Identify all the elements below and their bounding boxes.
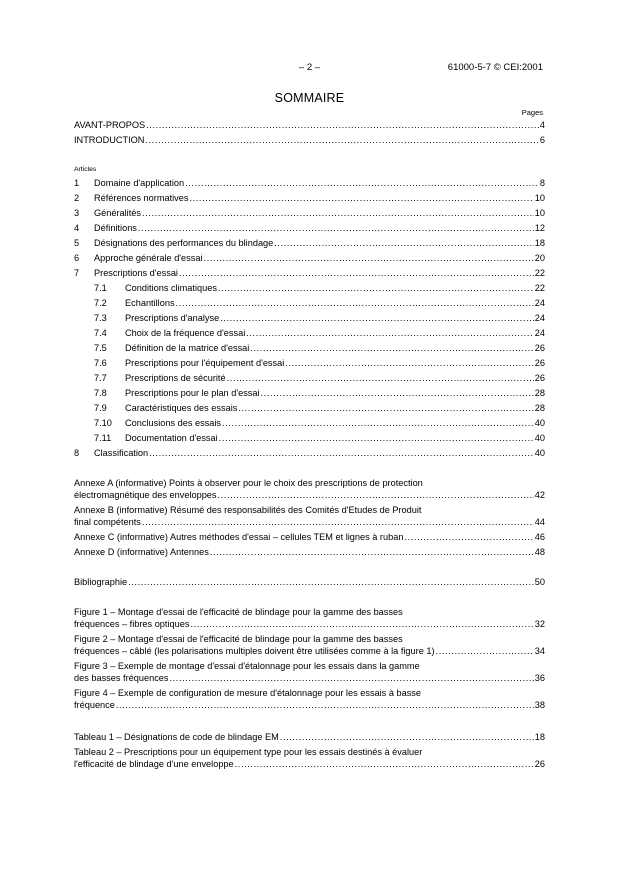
pages-column-label: Pages — [521, 108, 543, 117]
toc-entry-page: 24 — [534, 298, 545, 308]
toc-entry-page: 44 — [534, 517, 545, 527]
toc-entry-page: 12 — [534, 223, 545, 233]
toc-entry-text: INTRODUCTION — [74, 135, 145, 145]
toc-entry-article[interactable] — [74, 267, 545, 280]
toc-entry-number: 3 — [74, 208, 80, 218]
toc-entry-figure-3-line1[interactable]: Figure 3 – Exemple de montage d'essai d'étalonnage pour les essais dans la gamme — [74, 661, 420, 671]
toc-entry-text: Annexe C (informative) Autres méthodes d'essai – cellules TEM et lignes à ruban — [74, 532, 404, 542]
toc-entry-text: Références normatives — [94, 193, 189, 203]
toc-entry-article[interactable] — [74, 207, 545, 220]
toc-entry-annex-a-line1[interactable]: Annexe A (informative) Points à observer pour le choix des prescriptions de protection — [74, 478, 423, 488]
toc-entry-page: 28 — [534, 388, 545, 398]
toc-entry-figure-4[interactable] — [74, 699, 545, 712]
toc-entry-subarticle[interactable] — [74, 402, 545, 415]
toc-entry-page: 48 — [534, 547, 545, 557]
toc-entry-figure-2-line1[interactable]: Figure 2 – Montage d'essai de l'efficacité de blindage pour la gamme des basses — [74, 634, 403, 644]
toc-entry-text: Conditions climatiques — [125, 283, 217, 293]
toc-entry-annex-b-line1[interactable]: Annexe B (informative) Résumé des responsabilités des Comités d'Etudes de Produit — [74, 505, 422, 515]
toc-entry-text: Prescriptions de sécurité — [125, 373, 226, 383]
toc-entry-subarticle[interactable] — [74, 417, 545, 430]
toc-entry-page: 10 — [534, 208, 545, 218]
toc-entry-text: final compétents — [74, 517, 141, 527]
toc-entry-text: fréquences – câblé (les polarisations multiples doivent être utilisées comme à la figure 1) — [74, 646, 435, 656]
toc-entry-number: 7 — [74, 268, 80, 278]
toc-entry-page: 18 — [534, 238, 545, 248]
toc-entry-page: 32 — [534, 619, 545, 629]
toc-entry-figure-2[interactable] — [74, 645, 545, 658]
toc-entry-table-1[interactable] — [74, 731, 545, 744]
toc-entry-text: Définition de la matrice d'essai — [125, 343, 250, 353]
toc-entry-text: Désignations des performances du blindage — [94, 238, 274, 248]
toc-entry-subarticle[interactable] — [74, 312, 545, 325]
toc-entry-subarticle[interactable] — [74, 297, 545, 310]
toc-entry-article[interactable] — [74, 252, 545, 265]
toc-entry-number: 7.4 — [94, 328, 107, 338]
toc-entry-number: 7.1 — [94, 283, 107, 293]
toc-entry-text: Classification — [94, 448, 149, 458]
toc-entry-page: 10 — [534, 193, 545, 203]
toc-entry-page: 50 — [534, 577, 545, 587]
toc-entry-text: Généralités — [94, 208, 141, 218]
toc-entry-subarticle[interactable] — [74, 372, 545, 385]
toc-entry-page: 8 — [539, 178, 545, 188]
toc-entry-figure-4-line1[interactable]: Figure 4 – Exemple de configuration de mesure d'étalonnage pour les essais à basse — [74, 688, 422, 698]
toc-entry-text: Prescriptions pour l'équipement d'essai — [125, 358, 285, 368]
toc-entry-article[interactable] — [74, 237, 545, 250]
toc-entry-article[interactable] — [74, 447, 545, 460]
page-number: – 2 – — [298, 62, 321, 73]
articles-label: Articles — [74, 166, 97, 173]
toc-entry-number: 7.2 — [94, 298, 107, 308]
toc-entry-bibliography[interactable] — [74, 576, 545, 589]
toc-entry-number: 7.3 — [94, 313, 107, 323]
toc-entry-number: 7.6 — [94, 358, 107, 368]
toc-entry-text: électromagnétique des enveloppes — [74, 490, 217, 500]
document-reference: 61000-5-7 © CEI:2001 — [447, 62, 543, 73]
toc-entry-table-2-line1[interactable]: Tableau 2 – Prescriptions pour un équipement type pour les essais destinés à évaluer — [74, 747, 423, 757]
toc-entry-number: 6 — [74, 253, 80, 263]
toc-entry-page: 6 — [539, 135, 545, 145]
toc-entry-text: Tableau 1 – Désignations de code de blindage EM — [74, 732, 279, 742]
toc-entry-page: 22 — [534, 268, 545, 278]
toc-entry-page: 26 — [534, 373, 545, 383]
toc-entry-number: 1 — [74, 178, 80, 188]
toc-entry-page: 24 — [534, 313, 545, 323]
toc-entry-page: 40 — [534, 448, 545, 458]
toc-entry-number: 7.8 — [94, 388, 107, 398]
toc-entry-annex-b[interactable] — [74, 516, 545, 529]
toc-entry-text: Caractéristiques des essais — [125, 403, 238, 413]
toc-entry-number: 8 — [74, 448, 80, 458]
toc-entry-page: 22 — [534, 283, 545, 293]
toc-entry-page: 26 — [534, 343, 545, 353]
toc-entry-page: 4 — [539, 120, 545, 130]
toc-entry-figure-1[interactable] — [74, 618, 545, 631]
toc-entry-subarticle[interactable] — [74, 357, 545, 370]
toc-entry-page: 26 — [534, 358, 545, 368]
toc-entry-text: Prescriptions d'analyse — [125, 313, 220, 323]
toc-entry-annex-a[interactable] — [74, 489, 545, 502]
toc-entry-article[interactable] — [74, 192, 545, 205]
toc-entry-page: 28 — [534, 403, 545, 413]
toc-entry-page: 18 — [534, 732, 545, 742]
toc-entry-text: Echantillons — [125, 298, 175, 308]
toc-entry-number: 7.7 — [94, 373, 107, 383]
toc-entry-page: 38 — [534, 700, 545, 710]
toc-entry-text: Prescriptions d'essai — [94, 268, 178, 278]
toc-entry-table-2[interactable] — [74, 758, 545, 771]
toc-entry-text: fréquence — [74, 700, 115, 710]
toc-entry-number: 7.5 — [94, 343, 107, 353]
toc-entry-text: Conclusions des essais — [125, 418, 222, 428]
toc-entry-annex-d[interactable] — [74, 546, 545, 559]
toc-entry-subarticle[interactable] — [74, 282, 545, 295]
toc-entry-text: Approche générale d'essai — [94, 253, 203, 263]
toc-entry-number: 7.9 — [94, 403, 107, 413]
toc-entry-page: 46 — [534, 532, 545, 542]
toc-entry-page: 42 — [534, 490, 545, 500]
page-title: SOMMAIRE — [274, 91, 345, 105]
toc-entry-page: 34 — [534, 646, 545, 656]
toc-entry-text: Prescriptions pour le plan d'essai — [125, 388, 260, 398]
toc-entry-text: Bibliographie — [74, 577, 128, 587]
toc-entry-page: 26 — [534, 759, 545, 769]
toc-entry-text: Définitions — [94, 223, 137, 233]
toc-entry-annex-c[interactable] — [74, 531, 545, 544]
toc-entry-text: Domaine d'application — [94, 178, 185, 188]
toc-entry-introduction[interactable] — [74, 134, 545, 147]
toc-entry-page: 36 — [534, 673, 545, 683]
toc-entry-text: des basses fréquences — [74, 673, 169, 683]
toc-entry-figure-1-line1[interactable]: Figure 1 – Montage d'essai de l'efficacité de blindage pour la gamme des basses — [74, 607, 403, 617]
toc-entry-text: l'efficacité de blindage d'une enveloppe — [74, 759, 234, 769]
toc-entry-page: 24 — [534, 328, 545, 338]
toc-entry-page: 40 — [534, 433, 545, 443]
toc-entry-article[interactable] — [74, 222, 545, 235]
toc-entry-subarticle[interactable] — [74, 342, 545, 355]
toc-entry-number: 7.10 — [94, 418, 112, 428]
toc-entry-text: Annexe D (informative) Antennes — [74, 547, 209, 557]
toc-entry-subarticle[interactable] — [74, 387, 545, 400]
toc-entry-page: 20 — [534, 253, 545, 263]
toc-entry-page: 40 — [534, 418, 545, 428]
toc-entry-number: 2 — [74, 193, 80, 203]
toc-entry-number: 5 — [74, 238, 80, 248]
toc-entry-article[interactable] — [74, 177, 545, 190]
toc-entry-number: 4 — [74, 223, 80, 233]
toc-entry-subarticle[interactable] — [74, 432, 545, 445]
toc-entry-text: Choix de la fréquence d'essai — [125, 328, 246, 338]
toc-entry-subarticle[interactable] — [74, 327, 545, 340]
toc-entry-avant-propos[interactable] — [74, 119, 545, 132]
toc-entry-text: AVANT-PROPOS — [74, 120, 146, 130]
toc-entry-text: Documentation d'essai — [125, 433, 218, 443]
toc-entry-text: fréquences – fibres optiques — [74, 619, 190, 629]
toc-entry-figure-3[interactable] — [74, 672, 545, 685]
toc-entry-number: 7.11 — [94, 433, 112, 443]
